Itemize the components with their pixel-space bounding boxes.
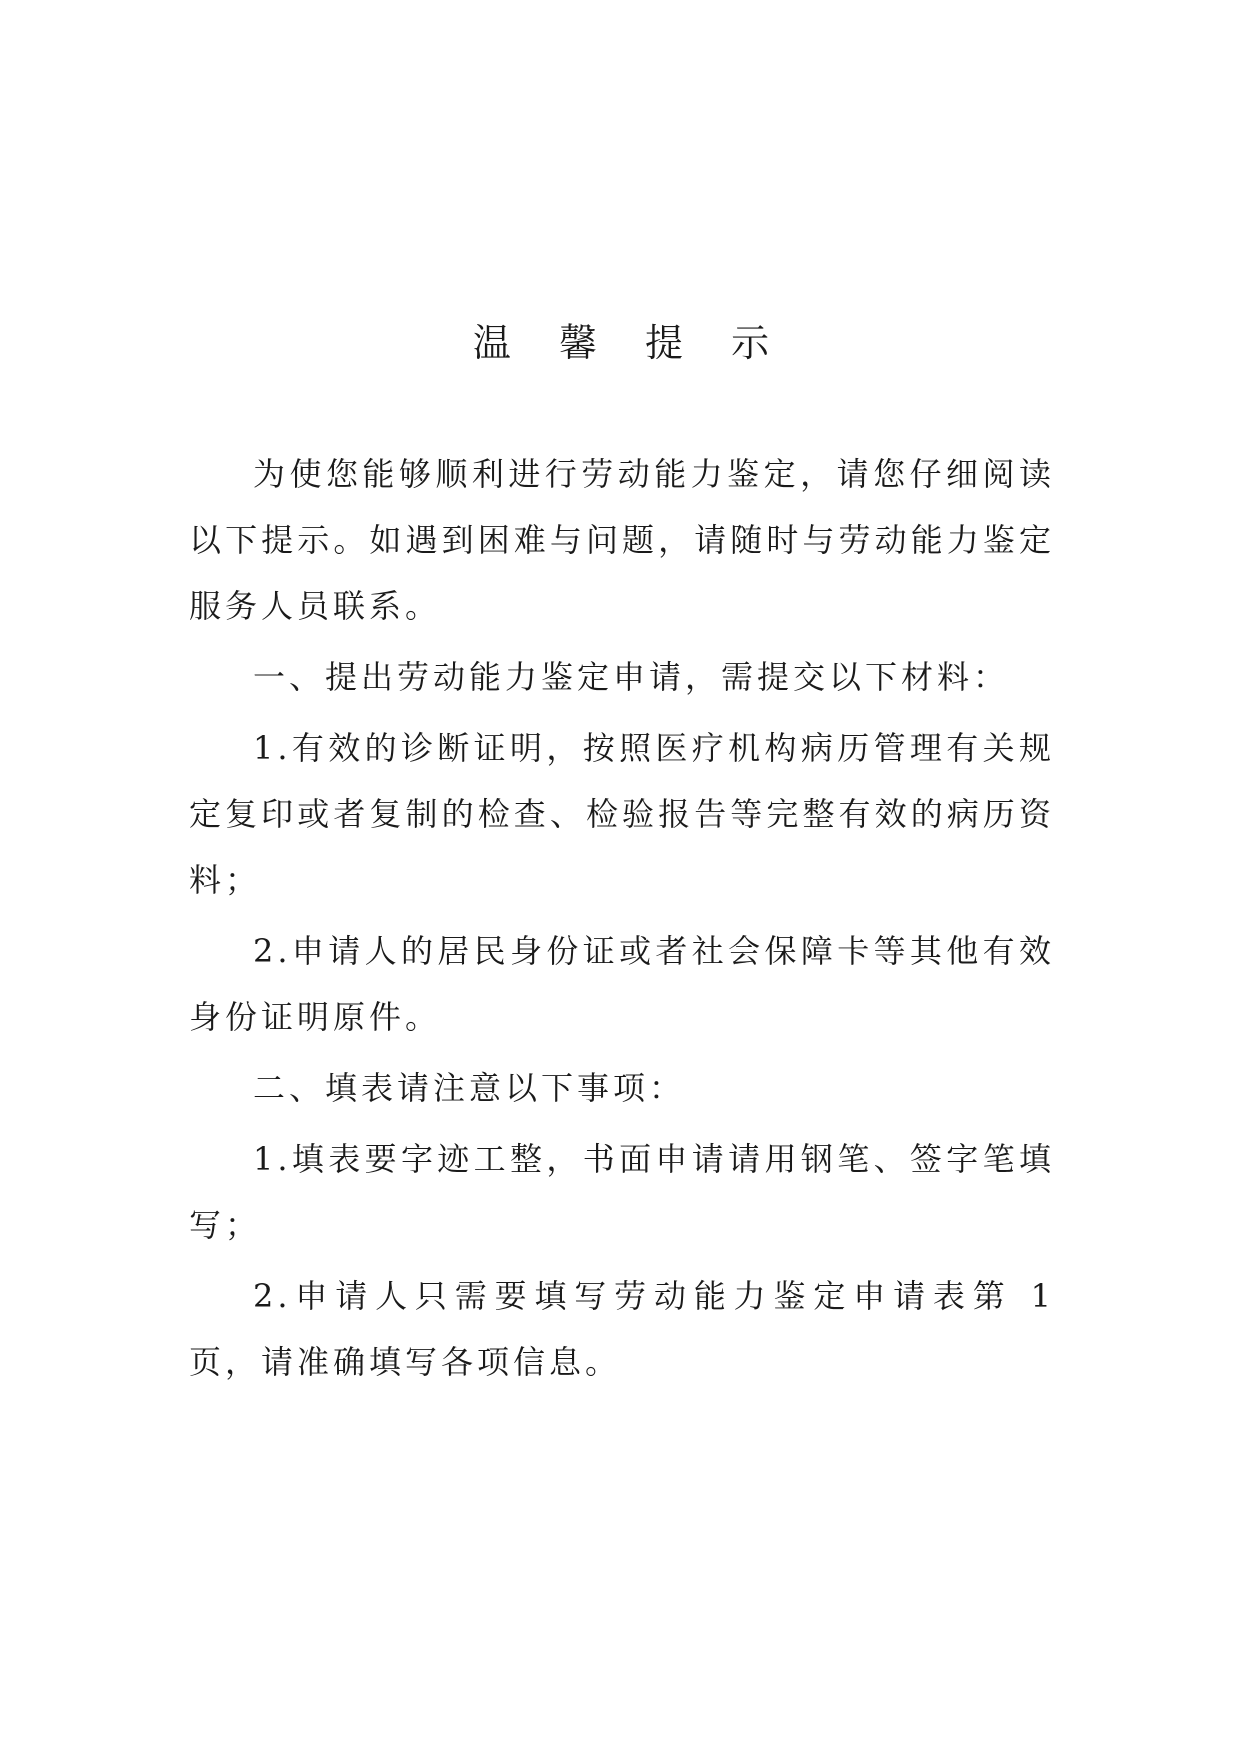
materials-item-2: 2.申请人的居民身份证或者社会保障卡等其他有效身份证明原件。 <box>189 932 1055 1036</box>
document-body <box>189 441 1055 1400</box>
materials-item-1: 1.有效的诊断证明，按照医疗机构病历管理有关规定复印或者复制的检查、检验报告等完整有效的病历资料； <box>189 729 1055 899</box>
section-heading-materials: 一、提出劳动能力鉴定申请，需提交以下材料： <box>253 658 1010 696</box>
page-title: 温 馨 提 示 <box>472 321 788 365</box>
intro-paragraph: 为使您能够顺利进行劳动能力鉴定，请您仔细阅读以下提示。如遇到困难与问题，请随时与劳动能力鉴定服务人员联系。 <box>189 455 1055 625</box>
section-heading-form-notes: 二、填表请注意以下事项： <box>253 1069 686 1107</box>
form-notes-item-2: 2.申请人只需要填写劳动能力鉴定申请表第 1 页，请准确填写各项信息。 <box>189 1277 1055 1381</box>
form-notes-item-1: 1.填表要字迹工整，书面申请请用钢笔、签字笔填写； <box>189 1140 1055 1244</box>
